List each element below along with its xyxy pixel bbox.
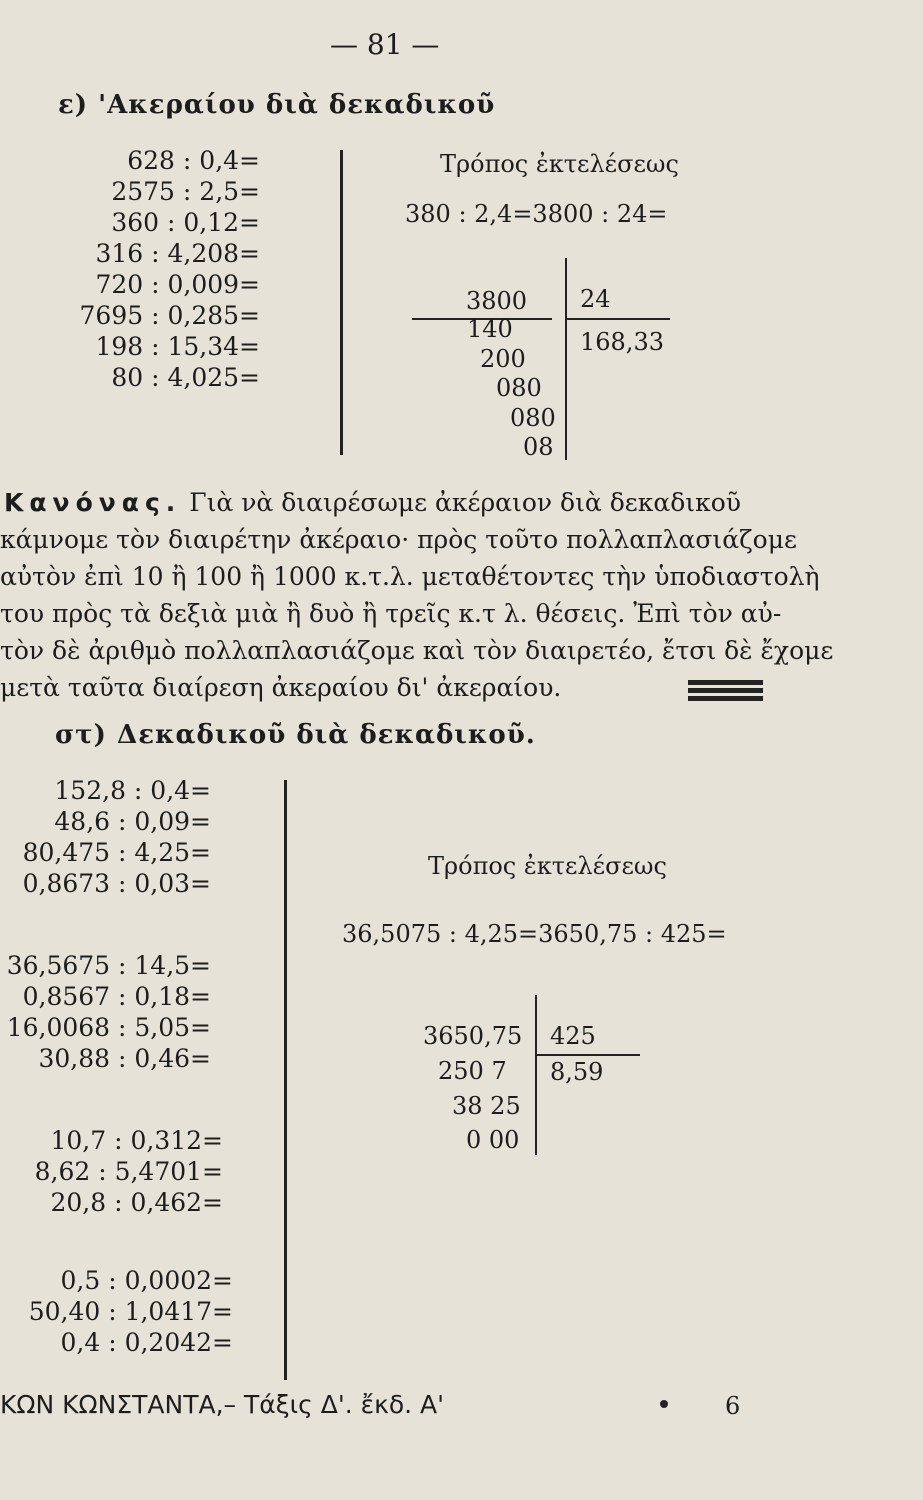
exercise: 36,5675 : 14,5= [6,951,211,980]
end-ornament [688,680,763,704]
exercise: 628 : 0,4= [127,146,260,175]
section-st-division-bar [535,995,537,1155]
exercise: 360 : 0,12= [111,208,260,237]
exercise: 0,5 : 0,0002= [60,1266,233,1295]
section-st-dividend: 3650,75 [423,1022,523,1050]
section-e-heading: ε) 'Ακεραίου διὰ δεκαδικοῦ [58,90,496,120]
remainder: 08 [523,433,554,461]
remainder: 200 [480,345,526,373]
section-st-method-equation: 36,5075 : 4,25=3650,75 : 425= [342,920,727,948]
page-number: — 81 — [330,28,440,61]
section-e-method-equation: 380 : 2,4=3800 : 24= [405,200,668,228]
remainder: 38 25 [452,1092,521,1120]
section-st-group-4 [29,1265,233,1358]
section-st-divisor: 425 [550,1022,596,1050]
section-st-method-title: Τρόπος ἐκτελέσεως [428,852,667,880]
exercise: 8,62 : 5,4701= [34,1157,223,1186]
remainder: 140 [467,315,513,343]
exercise: 198 : 15,34= [95,332,260,361]
exercise: 2575 : 2,5= [111,177,260,206]
exercise: 152,8 : 0,4= [54,776,211,805]
section-st-group-3 [35,1125,223,1218]
section-st-group-2 [7,950,211,1074]
section-e-divisor-line [565,318,670,320]
exercise: 50,40 : 1,0417= [28,1297,233,1326]
rule-text: Γιὰ νὰ διαιρέσωμε ἀκέραιον διὰ δεκαδικοῦ [181,488,741,517]
rule-line: του πρὸς τὰ δεξιὰ μιὰ ἢ δυὸ ἢ τρεῖς κ.τ λ. θέσεις. Ἐπὶ τὸν αὐ- [0,599,782,628]
remainder: 080 [496,374,542,402]
exercise: 80 : 4,025= [111,363,260,392]
rule-line-1 [4,485,741,522]
section-e-quotient: 168,33 [580,328,664,356]
section-st-divisor-line [535,1054,640,1056]
exercise: 7695 : 0,285= [79,301,260,330]
section-st-group-1 [23,775,211,899]
section-e-divisor: 24 [580,285,611,313]
exercise: 80,475 : 4,25= [22,838,211,867]
exercise: 30,88 : 0,46= [38,1044,211,1073]
section-e-divider [340,150,343,455]
rule-line: μετὰ ταῦτα διαίρεση ἀκεραίου δι' ἀκεραίου. [0,673,562,702]
rule-line: τὸν δὲ ἀριθμὸ πολλαπλασιάζομε καὶ τὸν διαιρετέο, ἔτσι δὲ ἔχομε [0,636,834,665]
remainder: 080 [510,404,556,432]
exercise: 20,8 : 0,462= [50,1188,223,1217]
section-e-method-title: Τρόπος ἐκτελέσεως [440,150,679,178]
footer-text: ΚΩΝ ΚΩΝΣΤΑΝΤΑ,– Τάξις Δ'. ἔκδ. Α' [0,1390,445,1419]
rule-title: Κανόνας. [4,488,182,517]
remainder: 0 00 [466,1126,520,1154]
section-e-exercises [80,145,260,393]
exercise: 10,7 : 0,312= [50,1126,223,1155]
footer-bullet [660,1400,668,1408]
section-e-dividend: 3800 [466,287,528,315]
exercise: 16,0068 : 5,05= [6,1013,211,1042]
rule-line: αὐτὸν ἐπὶ 10 ἢ 100 ἢ 1000 κ.τ.λ. μεταθέτοντες τὴν ὑποδιαστολὴ [0,562,820,591]
section-st-heading: στ) Δεκαδικοῦ διὰ δεκαδικοῦ. [55,720,536,750]
exercise: 316 : 4,208= [95,239,260,268]
section-st-divider [284,780,287,1380]
exercise: 720 : 0,009= [95,270,260,299]
section-e-division-bar [565,258,567,460]
exercise: 0,4 : 0,2042= [60,1328,233,1357]
section-st-quotient: 8,59 [550,1058,604,1086]
remainder: 250 7 [438,1057,507,1085]
footer-number: 6 [725,1392,741,1420]
exercise: 0,8673 : 0,03= [22,869,211,898]
rule-line: κάμνομε τὸν διαιρέτην ἀκέραιο· πρὸς τοῦτο πολλαπλασιάζομε [0,525,797,554]
exercise: 48,6 : 0,09= [54,807,211,836]
exercise: 0,8567 : 0,18= [22,982,211,1011]
